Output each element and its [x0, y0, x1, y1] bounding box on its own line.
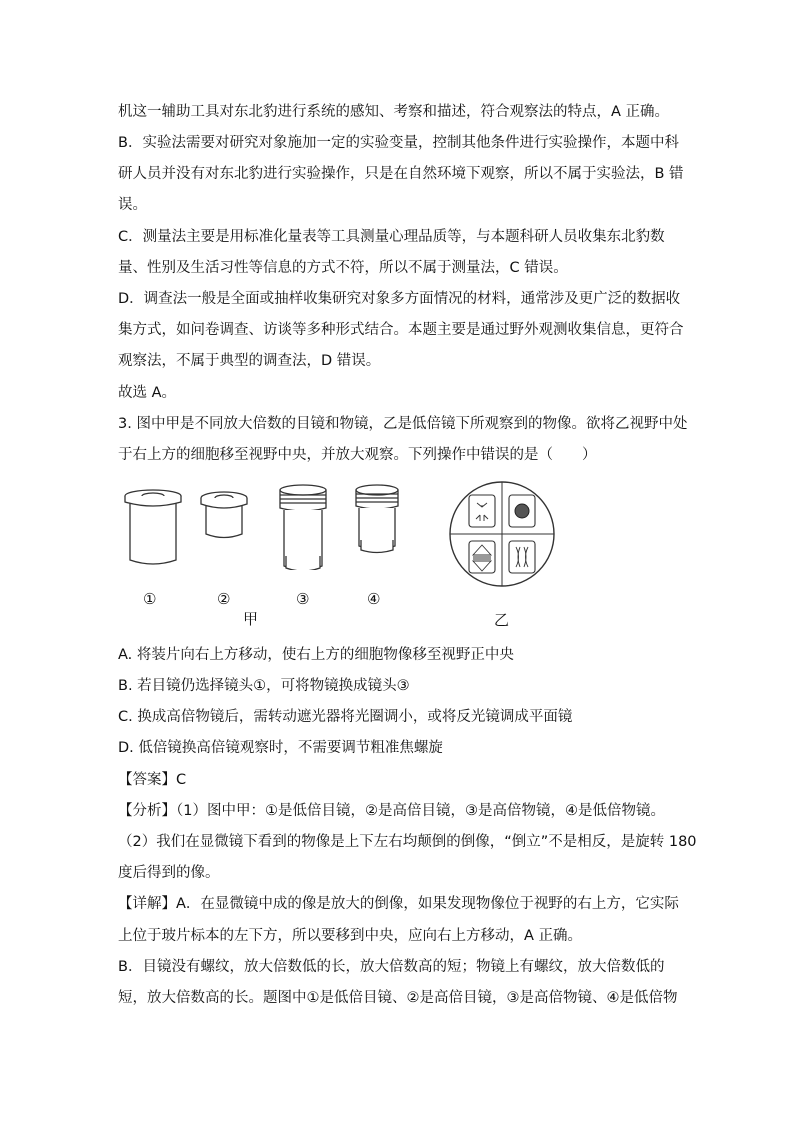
lens-figure-jia	[118, 480, 428, 570]
analysis-label: 【分析】	[118, 803, 176, 819]
option-a: A. 将装片向右上方移动，使右上方的细胞物像移至视野正中央	[118, 647, 514, 663]
lens-label-3: ③	[296, 590, 310, 608]
question-stem: 3. 图中甲是不同放大倍数的目镜和物镜，乙是低倍镜下所观察到的物像。欲将乙视野中处	[118, 416, 688, 432]
text-line: C．测量法主要是用标准化量表等工具测量心理品质等，与本题科研人员收集东北豹数	[118, 229, 665, 245]
answer	[118, 770, 186, 790]
cell-top-right-icon	[509, 495, 535, 527]
text-line: 集方式，如问卷调查、访谈等多种形式结合。本题主要是通过野外观测收集信息，更符合	[118, 322, 684, 338]
analysis-line	[118, 801, 665, 821]
figure-label-yi: 乙	[494, 611, 510, 629]
eyepiece-short-icon	[201, 492, 247, 538]
text-line: 观察法，不属于典型的调查法，D 错误。	[118, 353, 381, 369]
text-line: 误。	[118, 197, 147, 213]
field-of-view-yi	[447, 479, 557, 589]
eyepiece-long-icon	[125, 490, 181, 564]
detail-line: 短，放大倍数高的长。题图中①是低倍目镜、②是高倍目镜，③是高倍物镜、④是低倍物	[118, 990, 678, 1006]
detail-line	[118, 894, 679, 914]
objective-long-icon	[280, 485, 326, 570]
lens-label-2: ②	[217, 590, 231, 608]
figure-label-jia: 甲	[243, 610, 259, 628]
objective-short-icon	[356, 485, 398, 553]
question-stem: 于右上方的细胞移至视野中央，并放大观察。下列操作中错误的是（ ）	[118, 447, 597, 463]
detail-text: A．在显微镜中成的像是放大的倒像，如果发现物像位于视野的右上方，它实际	[176, 896, 679, 912]
detail-line: 上位于玻片标本的左下方，所以要移到中央，应向右上方移动，A 正确。	[118, 928, 583, 944]
text-line: D．调查法一般是全面或抽样收集研究对象多方面情况的材料，通常涉及更广泛的数据收	[118, 291, 681, 307]
text-line: 故选 A。	[118, 385, 177, 401]
text-line: 机这一辅助工具对东北豹进行系统的感知、考察和描述，符合观察法的特点，A 正确。	[118, 104, 670, 120]
detail-line: B．目镜没有螺纹，放大倍数低的长，放大倍数高的短；物镜上有螺纹，放大倍数低的	[118, 959, 665, 975]
cell-top-left-icon	[469, 495, 495, 527]
detail-label: 【详解】	[118, 896, 176, 912]
option-c: C. 换成高倍物镜后，需转动遮光器将光圈调小，或将反光镜调成平面镜	[118, 709, 573, 725]
analysis-line: 度后得到的像。	[118, 865, 220, 881]
lens-label-1: ①	[143, 590, 157, 608]
cell-bottom-right-icon	[509, 541, 535, 573]
answer-label: 【答案】	[118, 772, 176, 788]
analysis-line: （2）我们在显微镜下看到的物像是上下左右均颠倒的倒像，“倒立”不是相反，是旋转 180	[118, 834, 697, 850]
text-line: 研人员并没有对东北豹进行实验操作，只是在自然环境下观察，所以不属于实验法，B 错	[118, 166, 684, 182]
text-line: B．实验法需要对研究对象施加一定的实验变量，控制其他条件进行实验操作，本题中科	[118, 135, 679, 151]
text-line: 量、性别及生活习性等信息的方式不符，所以不属于测量法，C 错误。	[118, 260, 568, 276]
option-d: D. 低倍镜换高倍镜观察时，不需要调节粗准焦螺旋	[118, 740, 443, 756]
option-b: B. 若目镜仍选择镜头①，可将物镜换成镜头③	[118, 678, 410, 694]
analysis-text: （1）图中甲：①是低倍目镜，②是高倍目镜，③是高倍物镜，④是低倍物镜。	[176, 803, 665, 819]
lens-label-4: ④	[367, 590, 381, 608]
answer-value: C	[176, 772, 187, 788]
cell-bottom-left-icon	[469, 541, 495, 573]
